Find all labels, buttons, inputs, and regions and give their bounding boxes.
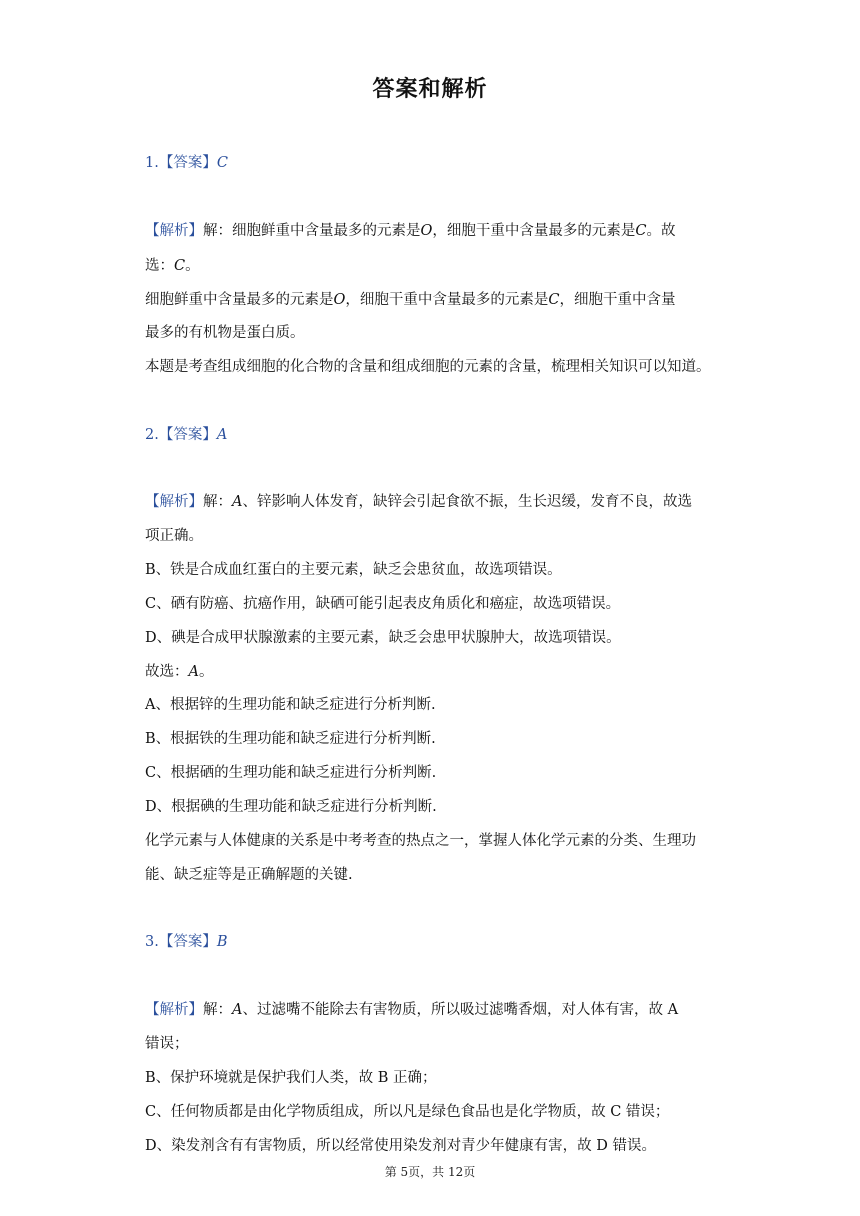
answer-value: C: [216, 155, 228, 171]
analysis-line: 最多的有机物是蛋白质。: [145, 325, 305, 341]
math: A: [232, 1002, 243, 1018]
analysis-line: C、任何物质都是由化学物质组成，所以凡是绿色食品也是化学物质，故 C 错误；: [145, 1104, 670, 1120]
analysis-tag: 【解析】: [145, 494, 203, 510]
math: A: [188, 664, 199, 680]
text: 。: [185, 258, 200, 274]
question-number: 3.: [145, 934, 159, 950]
math: O: [333, 292, 346, 308]
analysis-line: C、硒有防癌、抗癌作用，缺硒可能引起表皮角质化和癌症，故选项错误。: [145, 596, 621, 612]
answer-line-3: [145, 930, 228, 951]
analysis-line: B、根据铁的生理功能和缺乏症进行分析判断.: [145, 731, 436, 747]
analysis-line: B、保护环境就是保护我们人类，故 B 正确；: [145, 1070, 437, 1086]
answer-line-2: [145, 423, 227, 444]
text: 解：: [203, 1002, 232, 1018]
analysis-line: A、根据锌的生理功能和缺乏症进行分析判断.: [145, 697, 436, 713]
analysis-line: C、根据硒的生理功能和缺乏症进行分析判断.: [145, 765, 437, 781]
math: C: [548, 292, 560, 308]
text: 故选：: [145, 664, 189, 680]
text: ，细胞干重中含量最多的元素是: [432, 223, 636, 239]
analysis-line: [145, 288, 676, 309]
analysis-line: 错误；: [145, 1036, 189, 1052]
page-title: 答案和解析: [372, 77, 488, 102]
answer-tag: 【答案】: [158, 427, 217, 443]
text: 细胞鲜重中含量最多的元素是: [145, 292, 334, 308]
answer-tag: 【答案】: [158, 155, 217, 171]
math: C: [174, 258, 186, 274]
analysis-tag: 【解析】: [145, 1002, 203, 1018]
page-footer: 第 5页，共 12页: [384, 1165, 476, 1179]
text: 解：: [203, 494, 232, 510]
text: ，细胞干重中含量最多的元素是: [345, 292, 549, 308]
text: 、锌影响人体发育，缺锌会引起食欲不振，生长迟缓，发育不良，故选: [242, 494, 692, 510]
text: 。故: [646, 223, 676, 239]
analysis-line: 能、缺乏症等是正确解题的关键.: [145, 867, 353, 883]
analysis-line: 本题是考查组成细胞的化合物的含量和组成细胞的元素的含量，梳理相关知识可以知道。: [145, 359, 711, 375]
math: O: [420, 223, 433, 239]
answer-tag: 【答案】: [158, 934, 217, 950]
text: ，细胞干重中含量: [559, 292, 676, 308]
analysis-line: [145, 490, 692, 511]
analysis-line: D、染发剂含有有害物质，所以经常使用染发剂对青少年健康有害，故 D 错误。: [145, 1138, 656, 1154]
text: 选：: [145, 258, 174, 274]
analysis-line: 项正确。: [145, 528, 203, 544]
analysis-line: [145, 219, 676, 240]
analysis-tag: 【解析】: [145, 223, 203, 239]
analysis-line: [145, 254, 200, 275]
question-number: 1.: [145, 155, 159, 171]
math: A: [232, 494, 243, 510]
analysis-line: [145, 998, 678, 1019]
answer-line-1: [145, 151, 228, 172]
answer-value: A: [216, 427, 228, 443]
analysis-line: B、铁是合成血红蛋白的主要元素，缺乏会患贫血，故选项错误。: [145, 562, 562, 578]
math: C: [635, 223, 647, 239]
question-number: 2.: [145, 427, 159, 443]
analysis-line: 化学元素与人体健康的关系是中考考查的热点之一，掌握人体化学元素的分类、生理功: [145, 833, 696, 849]
analysis-line: D、根据碘的生理功能和缺乏症进行分析判断.: [145, 799, 437, 815]
analysis-line: D、碘是合成甲状腺激素的主要元素，缺乏会患甲状腺肿大，故选项错误。: [145, 630, 621, 646]
answer-value: B: [216, 934, 228, 950]
analysis-line: [145, 660, 213, 681]
text: 。: [198, 664, 214, 680]
text: 解：细胞鲜重中含量最多的元素是: [203, 223, 421, 239]
text: 、过滤嘴不能除去有害物质，所以吸过滤嘴香烟，对人体有害，故 A: [242, 1002, 679, 1018]
